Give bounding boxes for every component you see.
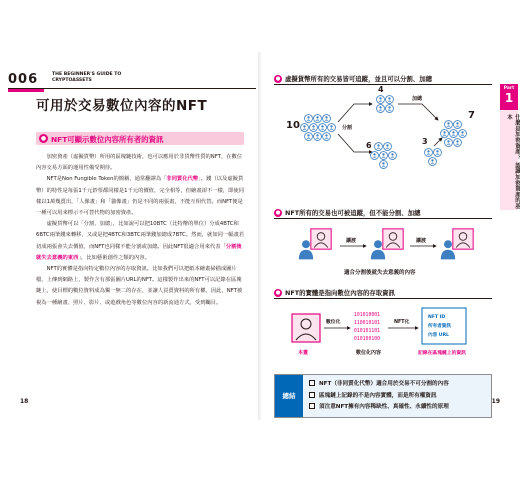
caption-original: 本畫 <box>298 350 309 356</box>
coin-cluster-4 <box>377 96 394 113</box>
owner-3 <box>441 229 473 260</box>
part-label: Part <box>503 86 515 91</box>
summary-box <box>274 374 492 418</box>
label-transfer-2: 讓渡 <box>416 238 427 244</box>
binary-line-2: 110010101 <box>354 321 380 326</box>
chapter-number: 006 <box>8 72 39 87</box>
binary-line-1: 101010001 <box>354 313 380 318</box>
owner-2 <box>371 229 403 260</box>
series-title <box>52 72 121 84</box>
bullet-icon: ● <box>275 210 281 216</box>
section2-heading-text: NFT所有的交易也可被追蹤，但不能分割、加總 <box>285 209 421 217</box>
section1-heading <box>274 74 432 83</box>
label-merge: 加總 <box>412 96 423 102</box>
summary-item-text: 區塊鏈上記錄的不是內容實體，而是所有權資訊 <box>319 392 437 399</box>
coin-cluster-7 <box>441 121 467 147</box>
transfer-diagram <box>262 222 498 282</box>
section2-heading <box>274 208 421 217</box>
original-painting <box>292 314 320 342</box>
owner-1 <box>299 229 331 260</box>
body-paragraph <box>36 219 246 264</box>
highlight-text: 分割後就失去意義的東西 <box>36 243 242 261</box>
binary-line-4: 010100100 <box>354 337 380 342</box>
label-transfer-1: 讓渡 <box>346 238 357 244</box>
binary-line-3: 010101101 <box>354 329 380 334</box>
series-title-line-2: CRYPTOASSETS <box>52 78 92 83</box>
section1-rule <box>274 84 492 85</box>
coin-cluster-10 <box>301 115 336 141</box>
label-nft: NFT化 <box>394 320 410 325</box>
section-heading <box>36 132 244 145</box>
num-10: 10 <box>286 120 300 131</box>
side-tab <box>500 110 518 210</box>
split-merge-diagram <box>262 86 498 182</box>
num-3: 3 <box>422 137 428 146</box>
caption-chain: 記錄在區塊鏈上的資訊 <box>418 351 466 356</box>
bullet-icon: ● <box>275 76 281 82</box>
nft-entity-diagram <box>262 302 498 366</box>
num-4: 4 <box>378 86 384 94</box>
nft-url-line: 內容 URL <box>428 333 449 338</box>
side-tab-text: 什麼是加密資產？ 認識加密資產的基本 <box>506 114 520 210</box>
body-paragraph <box>36 152 246 174</box>
checkbox-icon <box>309 403 315 409</box>
summary-item <box>309 391 449 403</box>
right-page <box>262 52 520 420</box>
nft-owner-line: 所有者資訊 <box>428 324 451 329</box>
label-digitize: 數位化 <box>326 320 341 325</box>
header-accent <box>8 89 44 92</box>
checkbox-icon <box>309 380 315 386</box>
section-heading-text: NFT可顯示數位內容所有者的資訊 <box>51 134 164 144</box>
summary-list <box>309 379 449 414</box>
caption-digital: 數位化內容 <box>356 350 382 356</box>
section3-rule <box>274 298 492 299</box>
nft-id-line: NFT ID <box>428 315 446 320</box>
num-6: 6 <box>366 141 372 150</box>
binary-data <box>354 312 380 342</box>
body-text-run: 」，比如藝術創作之類的內容。 <box>78 254 150 261</box>
part-tab <box>500 84 518 110</box>
part-number: 1 <box>504 91 514 105</box>
transfer-caption: 適合分割後就失去意義的內容 <box>344 270 416 276</box>
bullet-icon: ● <box>40 135 47 142</box>
summary-item <box>309 402 449 414</box>
body-text-run: NFT是Non Fungible Token的簡稱，通常翻譯為「 <box>46 176 167 183</box>
page-title: 可用於交易數位內容的NFT <box>36 98 208 114</box>
series-title-line-1: THE BEGINNER'S GUIDE TO <box>52 72 122 77</box>
summary-item <box>309 379 449 391</box>
coin-cluster-6 <box>371 143 397 169</box>
body-text <box>36 152 246 309</box>
highlight-text: 非同質化代幣 <box>166 176 199 183</box>
section2-rule <box>274 218 492 219</box>
body-paragraph <box>36 174 246 219</box>
page-number-left: 18 <box>20 398 29 405</box>
left-page <box>6 52 258 420</box>
coin-cluster-3 <box>425 149 442 166</box>
nft-record-box <box>422 308 466 344</box>
body-text-run: NFT的實體是指向特定數位內容的存取資訊。比如我們可以把紙本繪畫掃描成圖片檔，上傳到網路上，製作含有那張圖片URL的NFT。這樣製作出來的NFT可以記錄在區塊鏈上，使目標的數位資料成為獨一無二的存在，並讓人買賣資料的所有權。因此，NFT被視為一種繪畫、照片、影片、或遊戲角色等數位內容的新流通方式，受到矚目。 <box>36 266 243 306</box>
summary-label: 總結 <box>275 375 303 417</box>
section3-heading <box>274 288 395 297</box>
body-text-run: 加密資產（虛擬貨幣）所用的區塊鏈技術，也可以應用於非貨幣性質的NFT，在數位內容交易方面的運用性備受期待。 <box>36 154 243 172</box>
checkbox-icon <box>309 392 315 398</box>
body-text-run: 虛擬貨幣可以「分割、加總」，比如說可以把10BTC（比特幣的單位）分成4BTC和6BTC兩筆錢來轉移，又或是把4BTC和3BTC兩筆錢加總成7BTC。然而，就如同一幅畫若切成兩張會失去價值，而NFT也同樣不能分割或加總。因此NFT很適合用來代表「 <box>36 221 245 250</box>
section1-heading-text: 虛擬貨幣所有的交易皆可追蹤，並且可以分割、加總 <box>285 75 432 83</box>
book-spread <box>6 52 520 420</box>
bullet-icon: ● <box>275 290 281 296</box>
section3-heading-text: NFT的實體是指向數位內容的存取資訊 <box>285 289 395 297</box>
page-number-right: 19 <box>491 398 500 405</box>
label-split: 分割 <box>342 125 353 131</box>
summary-item-text: 須注意NFT擁有內容稀缺性、真確性、永續性的原理 <box>319 404 449 410</box>
header-rule <box>8 88 256 89</box>
summary-item-text: NFT（非同質化代幣）適合用於交易不可分割的內容 <box>319 381 449 387</box>
body-paragraph <box>36 264 246 309</box>
body-text-run: 」。錢（以及虛擬貨幣）的特性是每張1千元鈔票都同樣是1千元的價值，完全相等，但繪畫卻不一樣，即使同樣以1萬幾賣出，「人像畫」和「貓像畫」仍是不同的兩張畫，不能互相代替。而NFT便是一種可以用來標示不可替代物的加密資產。 <box>36 176 245 217</box>
num-7: 7 <box>468 110 475 121</box>
